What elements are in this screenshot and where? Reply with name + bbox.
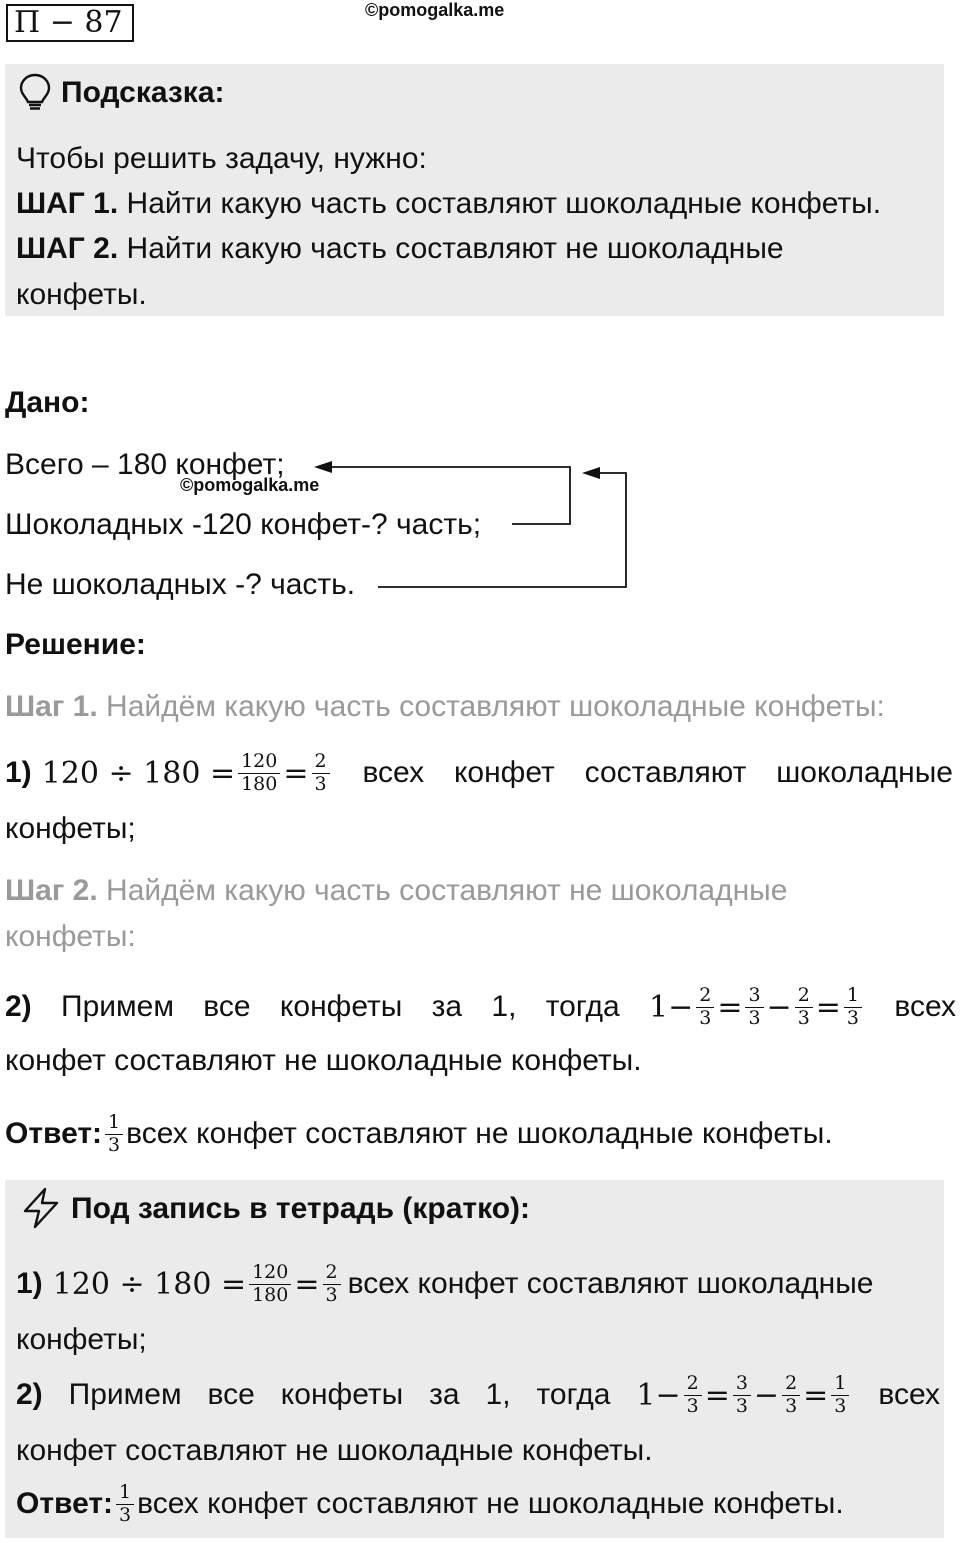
item2-number: 2)	[5, 990, 32, 1023]
fraction-1-3: $\frac{1}{3}$	[844, 986, 862, 1029]
notebook-item2-cont: конфет составляют не шоколадные конфеты.	[16, 1434, 653, 1467]
item1-word: шоколадные	[776, 756, 953, 789]
hint-step1-text: Найти какую часть составляют шоколадные конфеты.	[118, 187, 882, 220]
item2-word-all: всех	[894, 990, 956, 1023]
notebook-title: Под запись в тетрадь (кратко):	[71, 1192, 531, 1225]
notebook-item1: 1) 120 ÷ 180 = $\frac{120}{180}$ = $\frac{2}{3}$ всех конфет составляют шоколадные	[16, 1260, 874, 1306]
hint-step2-label: ШАГ 2.	[16, 232, 119, 265]
solution-step2-cont: конфеты:	[5, 920, 136, 953]
solution-step2-label: Шаг 2.	[5, 874, 98, 907]
fraction-2-3: $\frac{2}{3}$	[684, 1374, 702, 1417]
fraction-2-3: $\frac{2}{3}$	[312, 752, 330, 795]
hint-step1-label: ШАГ 1.	[16, 187, 119, 220]
solution-step1	[5, 692, 885, 722]
item2-word: все	[203, 990, 251, 1023]
hint-intro: Чтобы решить задачу, нужно:	[16, 142, 427, 175]
item1-word: составляют	[584, 756, 747, 789]
solution-item1-cont: конфеты;	[5, 812, 136, 845]
problem-number-box: П − 87	[6, 4, 134, 42]
fraction-1-3: $\frac{1}{3}$	[105, 1113, 123, 1156]
item2-word: за	[431, 990, 463, 1023]
fraction-3-3: $\frac{3}{3}$	[745, 986, 763, 1029]
watermark-mid: ©pomogalka.me	[180, 475, 320, 495]
item2-math: 1 − $\frac{2}{3}$ = $\frac{3}{3}$ − $\frac{2}{3}$ = $\frac{1}{3}$	[649, 986, 865, 1029]
answer-label: Ответ:	[5, 1117, 103, 1150]
solution-item2-cont: конфет составляют не шоколадные конфеты.	[5, 1044, 642, 1077]
solution-step2-text: Найдём какую часть составляют не шоколадные	[97, 874, 788, 907]
item1-expression: 120 ÷ 180 =	[41, 755, 236, 791]
solution-step2	[5, 876, 787, 906]
answer-text: всех конфет составляют не шоколадные конфеты.	[126, 1117, 833, 1150]
item2-word: Примем	[61, 990, 174, 1023]
fraction-120-180: $\frac{120}{180}$	[238, 752, 280, 795]
notebook-item1-text: всех конфет составляют шоколадные	[347, 1267, 874, 1300]
fraction-2-3: $\frac{2}{3}$	[782, 1374, 800, 1417]
given-line-chocolate: Шоколадных -120 конфет-? часть;	[5, 508, 482, 541]
notebook-answer: Ответ: $\frac{1}{3}$ всех конфет составляют не шоколадные конфеты.	[16, 1480, 844, 1526]
notebook-item2-math: 1 − $\frac{2}{3}$ = $\frac{3}{3}$ − $\frac{2}{3}$ = $\frac{1}{3}$	[636, 1374, 852, 1417]
fraction-2-3: $\frac{2}{3}$	[323, 1263, 341, 1306]
arrow-nonchocolate-head	[582, 467, 600, 479]
fraction-3-3: $\frac{3}{3}$	[733, 1374, 751, 1417]
arrow-chocolate-head	[314, 461, 332, 473]
given-line-nonchocolate: Не шоколадных -? часть.	[5, 568, 356, 601]
arrow-chocolate	[328, 467, 570, 524]
item2-word: 1,	[491, 990, 517, 1023]
notebook-item1-cont: конфеты;	[16, 1323, 147, 1356]
solution-step1-text: Найдём какую часть составляют шоколадные конфеты:	[97, 690, 885, 723]
solution-title: Решение:	[5, 628, 146, 661]
arrow-nonchocolate	[378, 473, 626, 587]
solution-item2	[5, 978, 956, 1036]
solution-item1-math	[5, 749, 333, 795]
item1-equals: =	[283, 755, 309, 791]
item1-number: 1)	[5, 756, 32, 789]
notebook-item2: 2) Примем все конфеты за 1, тогда 1 − $\frac{2}{3}$ = $\frac{3}{3}$ − $\frac{2}{3}$ = $\frac{1}{3}$ всех	[16, 1371, 940, 1417]
item2-word: тогда	[545, 990, 620, 1023]
solution-answer	[5, 1104, 833, 1164]
hint-step2-text: Найти какую часть составляют не шоколадные	[118, 232, 784, 265]
solution-item1	[5, 745, 953, 801]
fraction-2-3: $\frac{2}{3}$	[696, 986, 714, 1029]
hint-step2-cont: конфеты.	[16, 278, 147, 311]
notebook-box	[5, 1180, 944, 1538]
watermark-top: ©pomogalka.me	[365, 0, 505, 20]
given-line-total: Всего – 180 конфет;	[5, 448, 285, 481]
hint-title: Подсказка:	[61, 76, 225, 109]
given-title: Дано:	[5, 386, 90, 419]
fraction-1-3: $\frac{1}{3}$	[116, 1483, 134, 1526]
item2-word: конфеты	[279, 990, 403, 1023]
item1-word: конфет	[453, 756, 555, 789]
solution-step1-label: Шаг 1.	[5, 690, 98, 723]
relation-arrows	[0, 0, 960, 620]
fraction-1-3: $\frac{1}{3}$	[831, 1374, 849, 1417]
fraction-2-3: $\frac{2}{3}$	[795, 986, 813, 1029]
item1-word: всех	[362, 756, 425, 789]
fraction-120-180: $\frac{120}{180}$	[249, 1263, 291, 1306]
lightning-icon	[19, 1186, 63, 1230]
